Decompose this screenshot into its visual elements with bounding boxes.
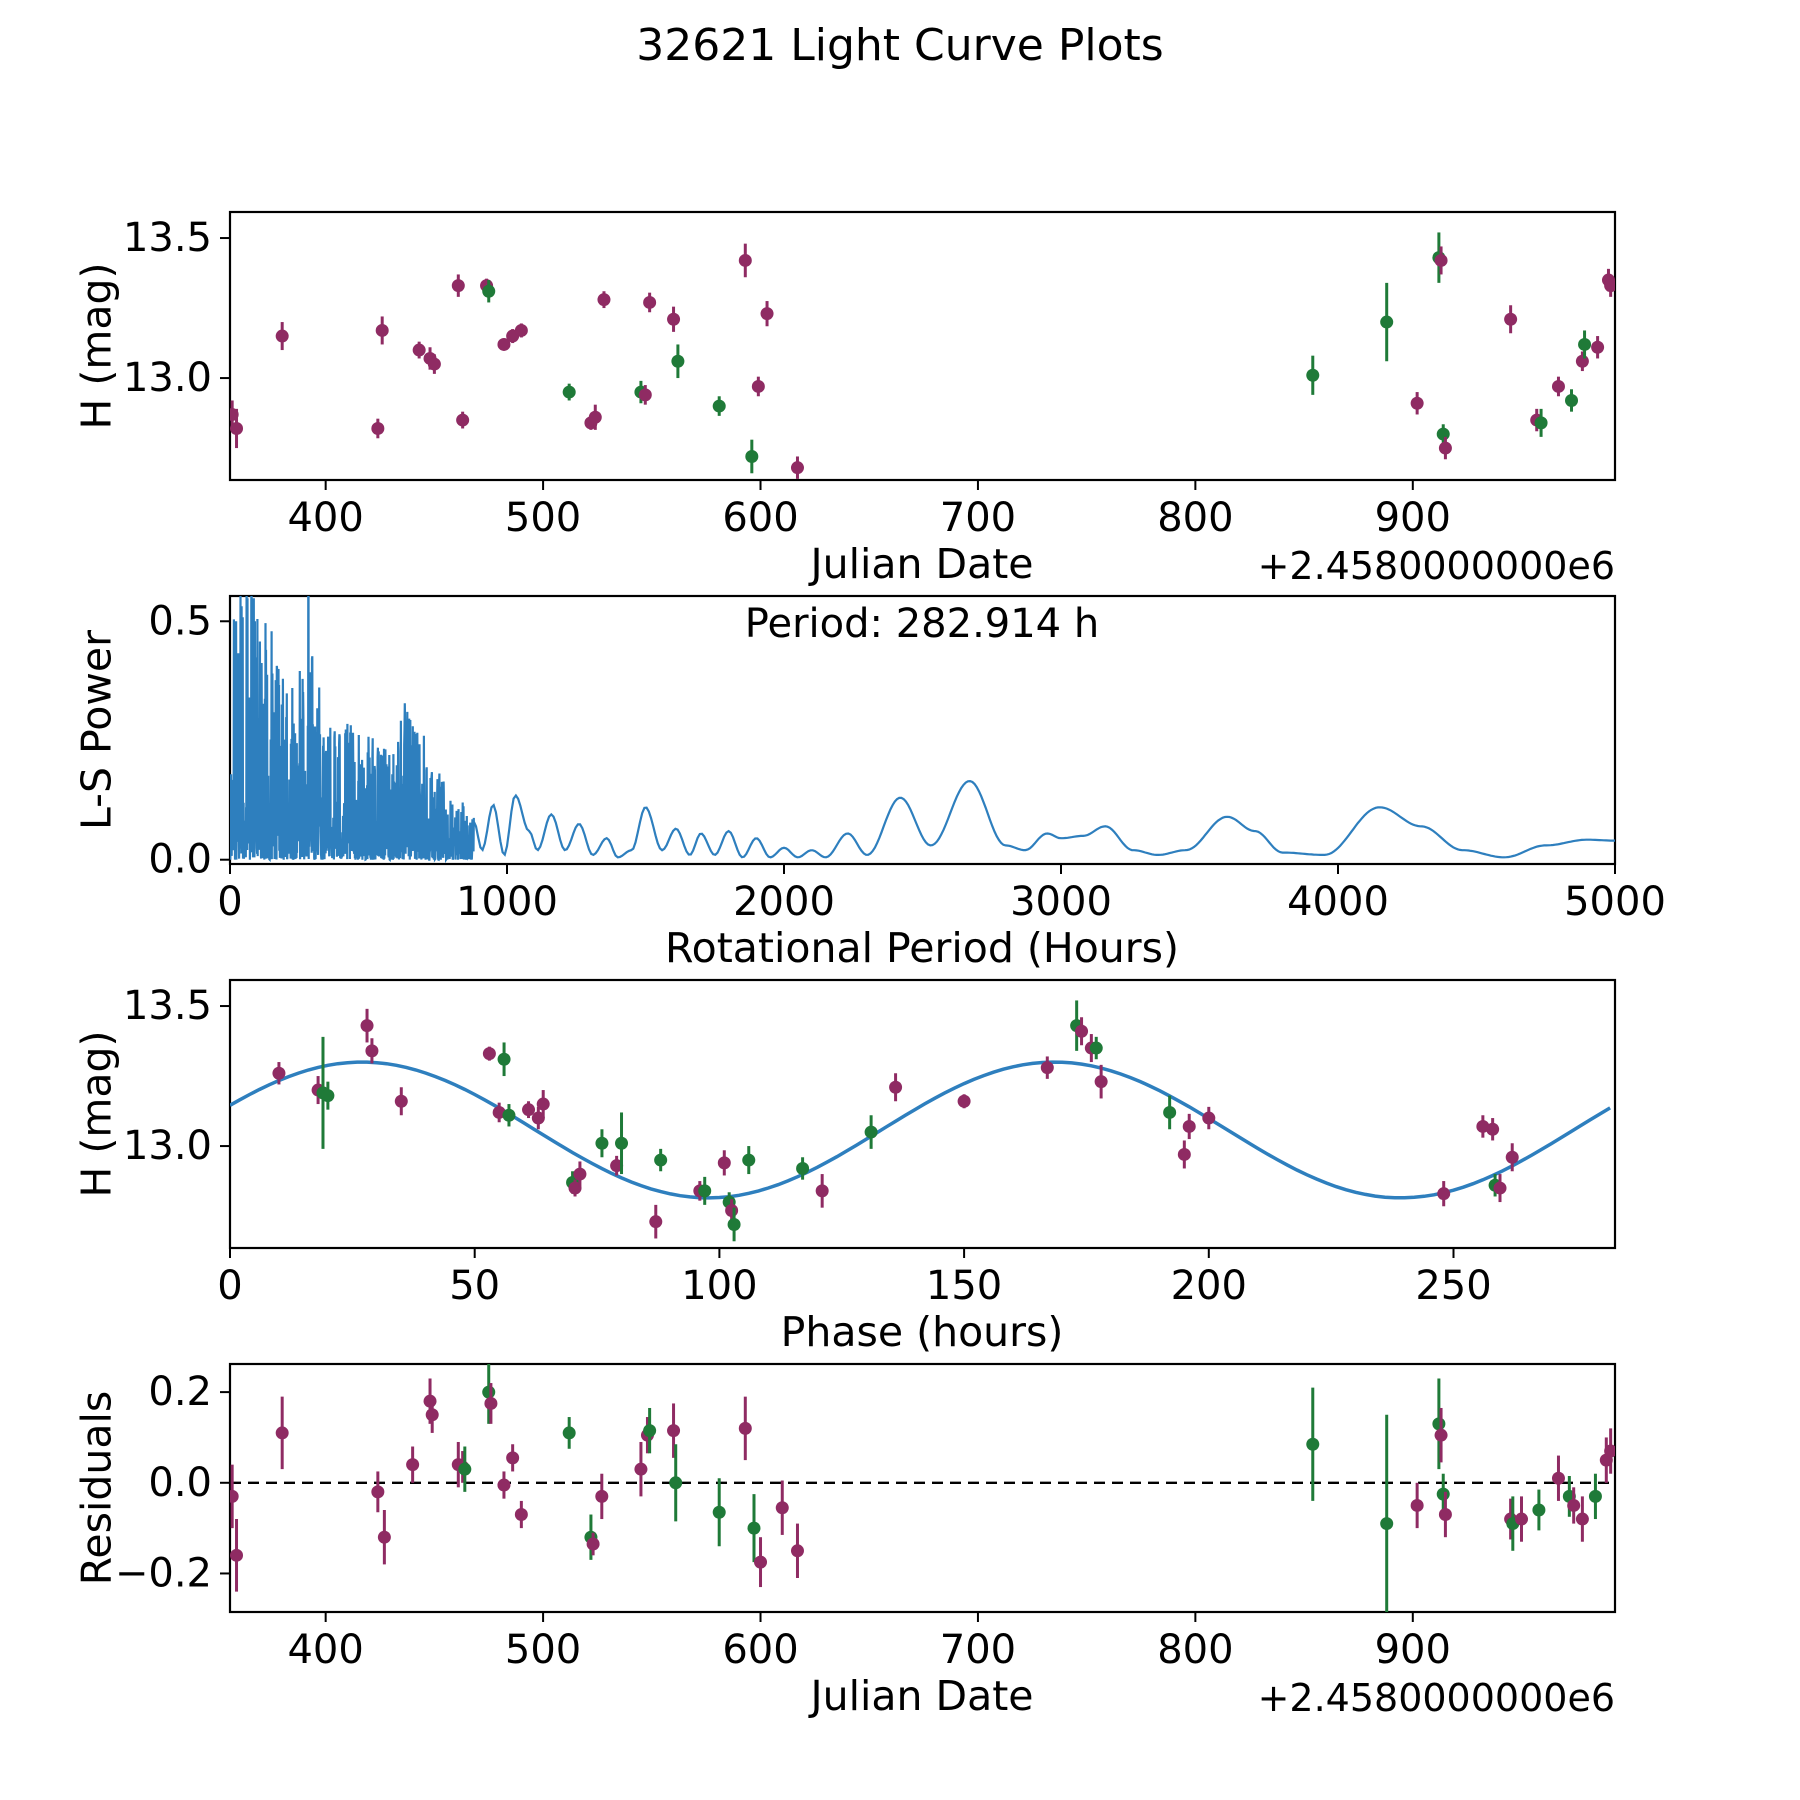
periodogram-x-tick-label: 2000 [733,878,835,925]
residuals-data-point [587,1537,600,1550]
lightcurve-x-tick-label: 800 [1157,494,1234,541]
lightcurve-data-point [761,307,774,320]
lightcurve-plot-frame [230,212,1615,480]
residuals-data-point [371,1485,384,1498]
phase-data-point [537,1098,550,1111]
phase-data-point [361,1019,374,1032]
residuals-data-point [515,1508,528,1521]
residuals-data-point [378,1531,391,1544]
lightcurve-data-point [643,296,656,309]
phase-data-point [1041,1061,1054,1074]
residuals-x-offset-text: +2.4580000000e6 [1257,1676,1615,1720]
phase-y-tick-label: 13.5 [122,983,212,1030]
lightcurve-plot-area [226,232,1617,478]
phase-x-tick-label: 150 [925,1262,1003,1309]
lightcurve-data-point [371,422,384,435]
lightcurve-data-point [1535,416,1548,429]
lightcurve-data-point [1435,254,1448,267]
residuals-data-point [484,1397,497,1410]
lightcurve-data-point [1504,313,1517,326]
phase-data-point [718,1156,731,1169]
lightcurve-data-point [713,400,726,413]
phase-data-point [649,1215,662,1228]
phase-data-point [272,1067,285,1080]
residuals-data-point [634,1463,647,1476]
lightcurve-data-point [456,414,469,427]
phase-data-point [522,1103,535,1116]
phase-data-point [1183,1120,1196,1133]
best-period-annotation: Period: 282.914 h [744,601,1100,647]
residuals-data-point [482,1386,495,1399]
phase-data-point [728,1218,741,1231]
lightcurve-y-tick-label: 13.5 [122,215,212,262]
residuals-data-point [713,1506,726,1519]
lightcurve-data-point [376,324,389,337]
periodogram-x-tick-label: 1000 [456,878,558,925]
phase-data-point [1178,1148,1191,1161]
residuals-data-point [1432,1417,1445,1430]
lightcurve-x-tick-label: 400 [287,494,364,541]
residuals-data-point [230,1549,243,1562]
lightcurve-data-point [563,386,576,399]
residuals-x-axis-label: Julian Date [810,1672,1034,1720]
phase-data-point [1090,1042,1103,1055]
residuals-data-point [1552,1472,1565,1485]
phase-data-point [1493,1182,1506,1195]
residuals-data-point [1576,1513,1589,1526]
phase-data-point [958,1095,971,1108]
lightcurve-data-point [639,388,652,401]
lightcurve-data-point [752,380,765,393]
lightcurve-data-point [515,324,528,337]
residuals-data-point [776,1501,789,1514]
lightcurve-data-point [428,358,441,371]
lightcurve-data-point [413,344,426,357]
periodogram-y-axis-label: L-S Power [72,630,121,830]
phase-data-point [889,1081,902,1094]
phase-data-point [1075,1025,1088,1038]
lightcurve-data-point [597,293,610,306]
residuals-x-tick-label: 400 [287,1626,364,1673]
residuals-data-point [1306,1438,1319,1451]
phase-data-point [365,1044,378,1057]
phase-data-point [1163,1106,1176,1119]
residuals-data-point [643,1424,656,1437]
figure-title: 32621 Light Curve Plots [636,20,1164,71]
residuals-y-tick-label: 0.0 [148,1459,212,1506]
residuals-x-tick-label: 700 [939,1626,1017,1673]
phase-data-point [395,1095,408,1108]
residuals-x-tick-label: 800 [1157,1626,1234,1673]
residuals-data-point [506,1451,519,1464]
residuals-x-tick-label: 600 [722,1626,799,1673]
phase-y-tick-label: 13.0 [122,1123,212,1170]
lightcurve-data-point [1578,338,1591,351]
lightcurve-x-tick-label: 600 [722,494,799,541]
residuals-data-point [754,1556,767,1569]
residuals-data-point [1515,1513,1528,1526]
lightcurve-data-point [589,411,602,424]
phase-x-tick-label: 200 [1170,1262,1247,1309]
residuals-data-point [791,1544,804,1557]
phase-data-point [865,1126,878,1139]
periodogram-x-axis-label: Rotational Period (Hours) [664,924,1180,972]
lightcurve-data-point [1565,394,1578,407]
lightcurve-data-point [1306,369,1319,382]
residuals-data-point [747,1522,760,1535]
residuals-x-tick-label: 900 [1374,1626,1451,1673]
phase-data-point [573,1168,586,1181]
residuals-data-point [669,1476,682,1489]
phase-data-point [742,1154,755,1167]
residuals-data-point [1567,1499,1580,1512]
residuals-data-point [1532,1503,1545,1516]
residuals-data-point [497,1479,510,1492]
residuals-data-point [1411,1499,1424,1512]
lightcurve-x-offset-text: +2.4580000000e6 [1257,544,1615,588]
lightcurve-x-axis-label: Julian Date [810,540,1034,588]
lightcurve-data-point [1576,355,1589,368]
lightcurve-data-point [1552,380,1565,393]
periodogram-x-tick-label: 4000 [1287,878,1389,925]
residuals-data-point [1435,1429,1448,1442]
periodogram-y-tick-label: 0.0 [148,836,212,883]
periodogram-y-tick-label: 0.5 [148,598,212,645]
phase-data-point [725,1204,738,1217]
lightcurve-data-point [671,355,684,368]
lightcurve-data-point [667,313,680,326]
lightcurve-data-point [276,330,289,343]
phase-data-point [1437,1187,1450,1200]
phase-data-point [321,1089,334,1102]
lightcurve-y-axis-label: H (mag) [72,262,121,430]
residuals-data-point [424,1395,437,1408]
phase-plot-area [230,1000,1610,1241]
residuals-data-point [1589,1490,1602,1503]
residuals-data-point [595,1490,608,1503]
residuals-data-point [1437,1488,1450,1501]
lightcurve-data-point [1439,442,1452,455]
lightcurve-data-point [1591,341,1604,354]
lightcurve-data-point [452,279,465,292]
phase-data-point [1506,1151,1519,1164]
residuals-data-point [739,1422,752,1435]
phase-data-point [498,1053,511,1066]
phase-data-point [1486,1123,1499,1136]
phase-x-tick-label: 50 [449,1262,501,1309]
residuals-y-tick-label: 0.2 [148,1369,212,1416]
phase-model-curve [230,1062,1610,1198]
phase-plot-frame [230,980,1615,1248]
phase-data-point [1095,1075,1108,1088]
phase-x-tick-label: 0 [217,1262,243,1309]
residuals-data-point [226,1490,239,1503]
phase-data-point [654,1154,667,1167]
phase-data-point [483,1047,496,1060]
phase-data-point [502,1109,515,1122]
phase-data-point [1202,1112,1215,1125]
residuals-y-tick-label: −0.2 [114,1550,212,1597]
residuals-data-point [276,1426,289,1439]
residuals-data-point [426,1408,439,1421]
residuals-data-point [406,1458,419,1471]
residuals-plot-area [226,1360,1617,1632]
phase-data-point [796,1162,809,1175]
lightcurve-x-tick-label: 500 [504,494,582,541]
periodogram-x-tick-label: 0 [217,878,243,925]
residuals-data-point [1439,1508,1452,1521]
periodogram-x-tick-label: 5000 [1564,878,1666,925]
lightcurve-data-point [482,285,495,298]
lightcurve-data-point [1437,428,1450,441]
phase-x-axis-label: Phase (hours) [780,1308,1064,1356]
phase-data-point [615,1137,628,1150]
phase-x-tick-label: 250 [1415,1262,1492,1309]
lightcurve-data-point [230,422,243,435]
phase-data-point [698,1184,711,1197]
lightcurve-data-point [1411,397,1424,410]
residuals-x-tick-label: 500 [504,1626,582,1673]
residuals-data-point [563,1426,576,1439]
lightcurve-data-point [791,461,804,474]
lightcurve-data-point [739,254,752,267]
residuals-data-point [1380,1517,1393,1530]
phase-y-axis-label: H (mag) [72,1030,121,1198]
lightcurve-x-tick-label: 900 [1374,494,1451,541]
residuals-plot-frame [230,1364,1615,1612]
residuals-y-axis-label: Residuals [72,1390,121,1586]
lightcurve-y-tick-label: 13.0 [122,355,212,402]
lightcurve-data-point [1380,316,1393,329]
lightcurve-data-point [745,450,758,463]
phase-data-point [816,1184,829,1197]
residuals-data-point [667,1424,680,1437]
periodogram-x-tick-label: 3000 [1010,878,1112,925]
phase-x-tick-label: 100 [681,1262,758,1309]
phase-data-point [595,1137,608,1150]
lightcurve-x-tick-label: 700 [939,494,1017,541]
residuals-data-point [458,1463,471,1476]
